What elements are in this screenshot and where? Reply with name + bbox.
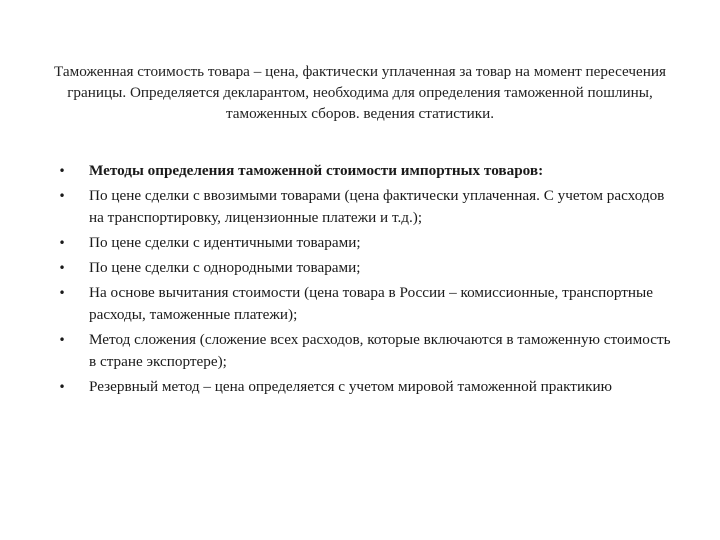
list-heading-item [56,160,676,182]
bullet-icon: • [58,164,66,178]
bullet-icon: • [58,236,66,250]
intro-paragraph: Таможенная стоимость товара – цена, фактически уплаченная за товар на момент пересечения границы. Определяется декларантом, необходима для определения таможенной пошлины, таможенных сборов. ведения статистики. [53,63,667,122]
list-item [56,282,676,326]
list-item-text: По цене сделки с однородными товарами; [89,259,361,276]
list-item [56,232,676,254]
list-item [56,257,676,279]
list-item-text: По цене сделки с ввозимыми товарами (цена фактически уплаченная. С учетом расходов на транспортировку, лицензионные платежи и т.д.); [89,187,665,226]
list-item-text: По цене сделки с идентичными товарами; [89,234,361,251]
bullet-icon: • [58,189,66,203]
bullet-icon: • [58,380,66,394]
bullet-icon: • [58,333,66,347]
list-item-text: Метод сложения (сложение всех расходов, которые включаются в таможенную стоимость в стране экспортере); [89,331,671,370]
list-item-text: Резервный метод – цена определяется с учетом мировой таможенной практикию [89,378,612,395]
list-item [56,329,676,373]
bullet-icon: • [58,261,66,275]
methods-heading: Методы определения таможенной стоимости импортных товаров: [89,162,544,179]
methods-list [56,160,676,401]
list-item [56,185,676,229]
list-item [56,376,676,398]
list-item-text: На основе вычитания стоимости (цена товара в России – комиссионные, транспортные расходы, таможенные платежи); [89,284,653,323]
bullet-icon: • [58,286,66,300]
